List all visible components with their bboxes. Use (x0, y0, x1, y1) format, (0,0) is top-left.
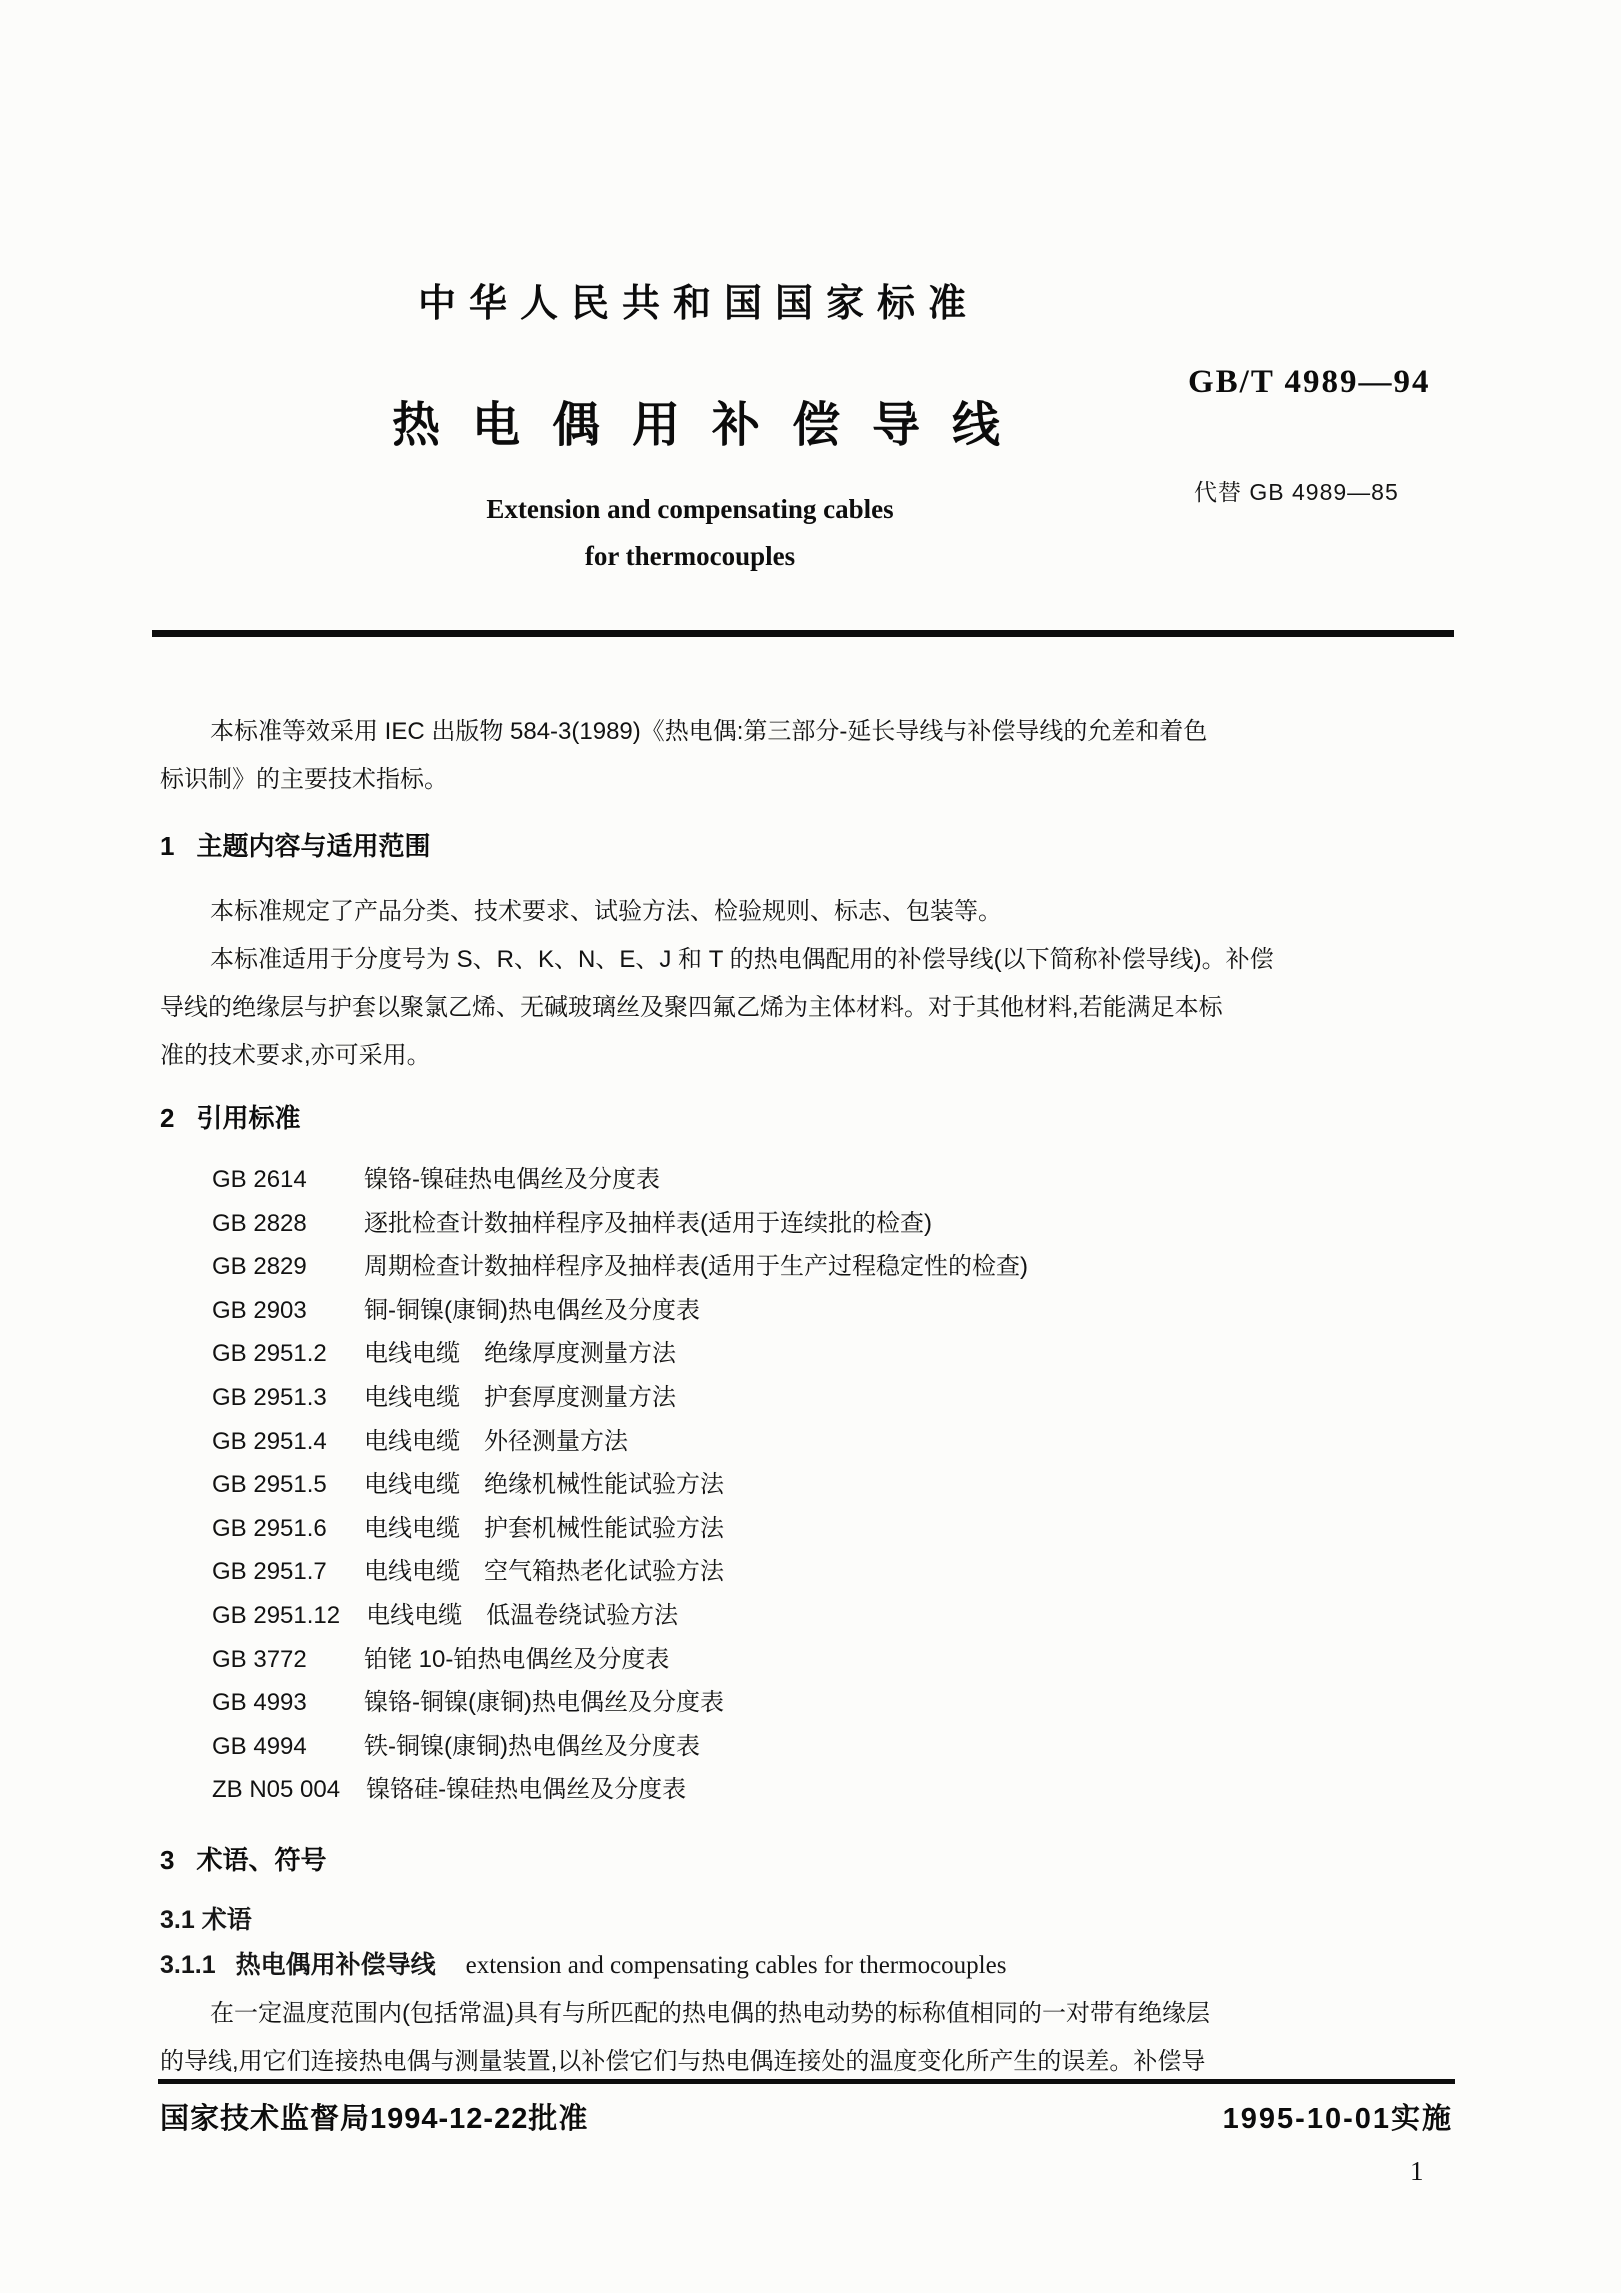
reference-code: GB 2951.3 (212, 1383, 327, 1411)
standard-number: GB/T 4989—94 (1188, 364, 1431, 400)
reference-title: 镍铬硅-镍硅热电偶丝及分度表 (366, 1776, 687, 1804)
term-name-cn: 热电偶用补偿导线 (235, 1951, 436, 1979)
term-definition-line: 的导线,用它们连接热电偶与测量装置,以补偿它们与热电偶连接处的温度变化所产生的误差。补偿导 (160, 2048, 1206, 2075)
section-1-para-2-line: 本标准适用于分度号为 S、R、K、N、E、J 和 T 的热电偶配用的补偿导线(以下简称补偿导线)。补偿 (210, 946, 1274, 973)
foreword-paragraph (160, 708, 1207, 804)
implementation-note: 1995-10-01实施 (1222, 2103, 1453, 2135)
section-1-para-1: 本标准规定了产品分类、技术要求、试验方法、检验规则、标志、包装等。 (210, 898, 1002, 925)
document-title-cn: 热电偶用补偿导线 (392, 399, 1033, 452)
reference-code: GB 2951.5 (212, 1471, 327, 1499)
reference-item (212, 1681, 1028, 1725)
reference-code: GB 4994 (212, 1732, 307, 1760)
section-1-title: 主题内容与适用范围 (196, 831, 431, 861)
reference-item (212, 1638, 1028, 1682)
reference-code: GB 2903 (212, 1296, 307, 1324)
reference-title: 电线电缆 护套厚度测量方法 (364, 1383, 676, 1411)
reference-item (212, 1463, 1028, 1507)
reference-title: 镍铬-铜镍(康铜)热电偶丝及分度表 (364, 1689, 724, 1717)
section-1-number: 1 (160, 831, 175, 861)
term-name-en: extension and compensating cables for thermocouples (465, 1952, 1007, 1979)
section-3-title: 术语、符号 (196, 1845, 327, 1875)
header-rule (152, 630, 1454, 637)
section-2-number: 2 (160, 1103, 175, 1133)
reference-item (212, 1202, 1028, 1246)
national-standard-label: 中华人民共和国国家标准 (418, 283, 980, 325)
reference-title: 铂铑 10-铂热电偶丝及分度表 (364, 1645, 670, 1673)
reference-code: GB 2951.4 (212, 1427, 327, 1455)
reference-code: GB 2829 (212, 1253, 307, 1281)
reference-item (212, 1594, 1028, 1638)
reference-code: GB 4993 (212, 1689, 307, 1717)
document-title-en-line2: for thermocouples (584, 541, 796, 571)
document-title-en (388, 486, 992, 580)
subsection-3-1-heading: 3.1 术语 (160, 1906, 252, 1934)
reference-code: GB 2951.7 (212, 1558, 327, 1586)
reference-code: GB 2951.12 (212, 1601, 341, 1629)
section-2-heading (160, 1094, 300, 1142)
reference-title: 铁-铜镍(康铜)热电偶丝及分度表 (364, 1732, 700, 1760)
reference-item (212, 1332, 1028, 1376)
reference-title: 电线电缆 绝缘厚度测量方法 (364, 1340, 676, 1368)
reference-title: 电线电缆 护套机械性能试验方法 (364, 1514, 724, 1542)
page-number: 1 (1410, 2156, 1424, 2186)
reference-item (212, 1507, 1028, 1551)
section-1-para-2 (160, 936, 1274, 1080)
term-definition-line: 在一定温度范围内(包括常温)具有与所匹配的热电偶的热电动势的标称值相同的一对带有绝缘层 (210, 2000, 1210, 2027)
supersedes-note: 代替 GB 4989—85 (1194, 479, 1399, 505)
reference-title: 逐批检查计数抽样程序及抽样表(适用于连续批的检查) (364, 1209, 932, 1237)
reference-item (212, 1550, 1028, 1594)
reference-title: 镍铬-镍硅热电偶丝及分度表 (364, 1166, 660, 1193)
section-2-title: 引用标准 (196, 1103, 301, 1133)
reference-item (212, 1376, 1028, 1420)
foreword-line: 本标准等效采用 IEC 出版物 584-3(1989)《热电偶:第三部分-延长导线与补偿导线的允差和着色 (210, 718, 1208, 745)
reference-title: 铜-铜镍(康铜)热电偶丝及分度表 (364, 1296, 700, 1324)
references-list (212, 1158, 1028, 1812)
reference-item (212, 1725, 1028, 1769)
reference-title: 电线电缆 绝缘机械性能试验方法 (364, 1471, 724, 1499)
section-1-heading (160, 822, 430, 870)
reference-title: 电线电缆 外径测量方法 (364, 1427, 628, 1455)
reference-title: 电线电缆 空气箱热老化试验方法 (364, 1558, 724, 1586)
reference-code: GB 3772 (212, 1645, 307, 1673)
foreword-line: 标识制》的主要技术指标。 (160, 766, 448, 793)
section-3-heading (160, 1836, 326, 1884)
footer-rule (158, 2079, 1455, 2084)
reference-item (212, 1420, 1028, 1464)
reference-code: GB 2951.6 (212, 1514, 327, 1542)
document-title-en-line1: Extension and compensating cables (486, 494, 894, 524)
reference-code: GB 2951.2 (212, 1340, 327, 1368)
reference-item (212, 1245, 1028, 1289)
reference-item (212, 1768, 1028, 1812)
reference-code: GB 2828 (212, 1209, 307, 1237)
reference-title: 周期检查计数抽样程序及抽样表(适用于生产过程稳定性的检查) (364, 1253, 1028, 1281)
reference-code: ZB N05 004 (212, 1776, 341, 1804)
reference-title: 电线电缆 低温卷绕试验方法 (366, 1601, 679, 1629)
section-1-para-2-line: 准的技术要求,亦可采用。 (160, 1042, 431, 1069)
subsection-3-1-1-heading (160, 1942, 1006, 1989)
approval-note: 国家技术监督局1994-12-22批准 (160, 2103, 589, 2135)
section-3-number: 3 (160, 1845, 175, 1875)
term-definition (160, 1990, 1210, 2086)
reference-item (212, 1289, 1028, 1333)
section-1-para-2-line: 导线的绝缘层与护套以聚氯乙烯、无碱玻璃丝及聚四氟乙烯为主体材料。对于其他材料,若能满足本标 (160, 994, 1223, 1021)
term-number: 3.1.1 (160, 1951, 216, 1979)
reference-item (212, 1158, 1028, 1202)
reference-code: GB 2614 (212, 1166, 307, 1193)
